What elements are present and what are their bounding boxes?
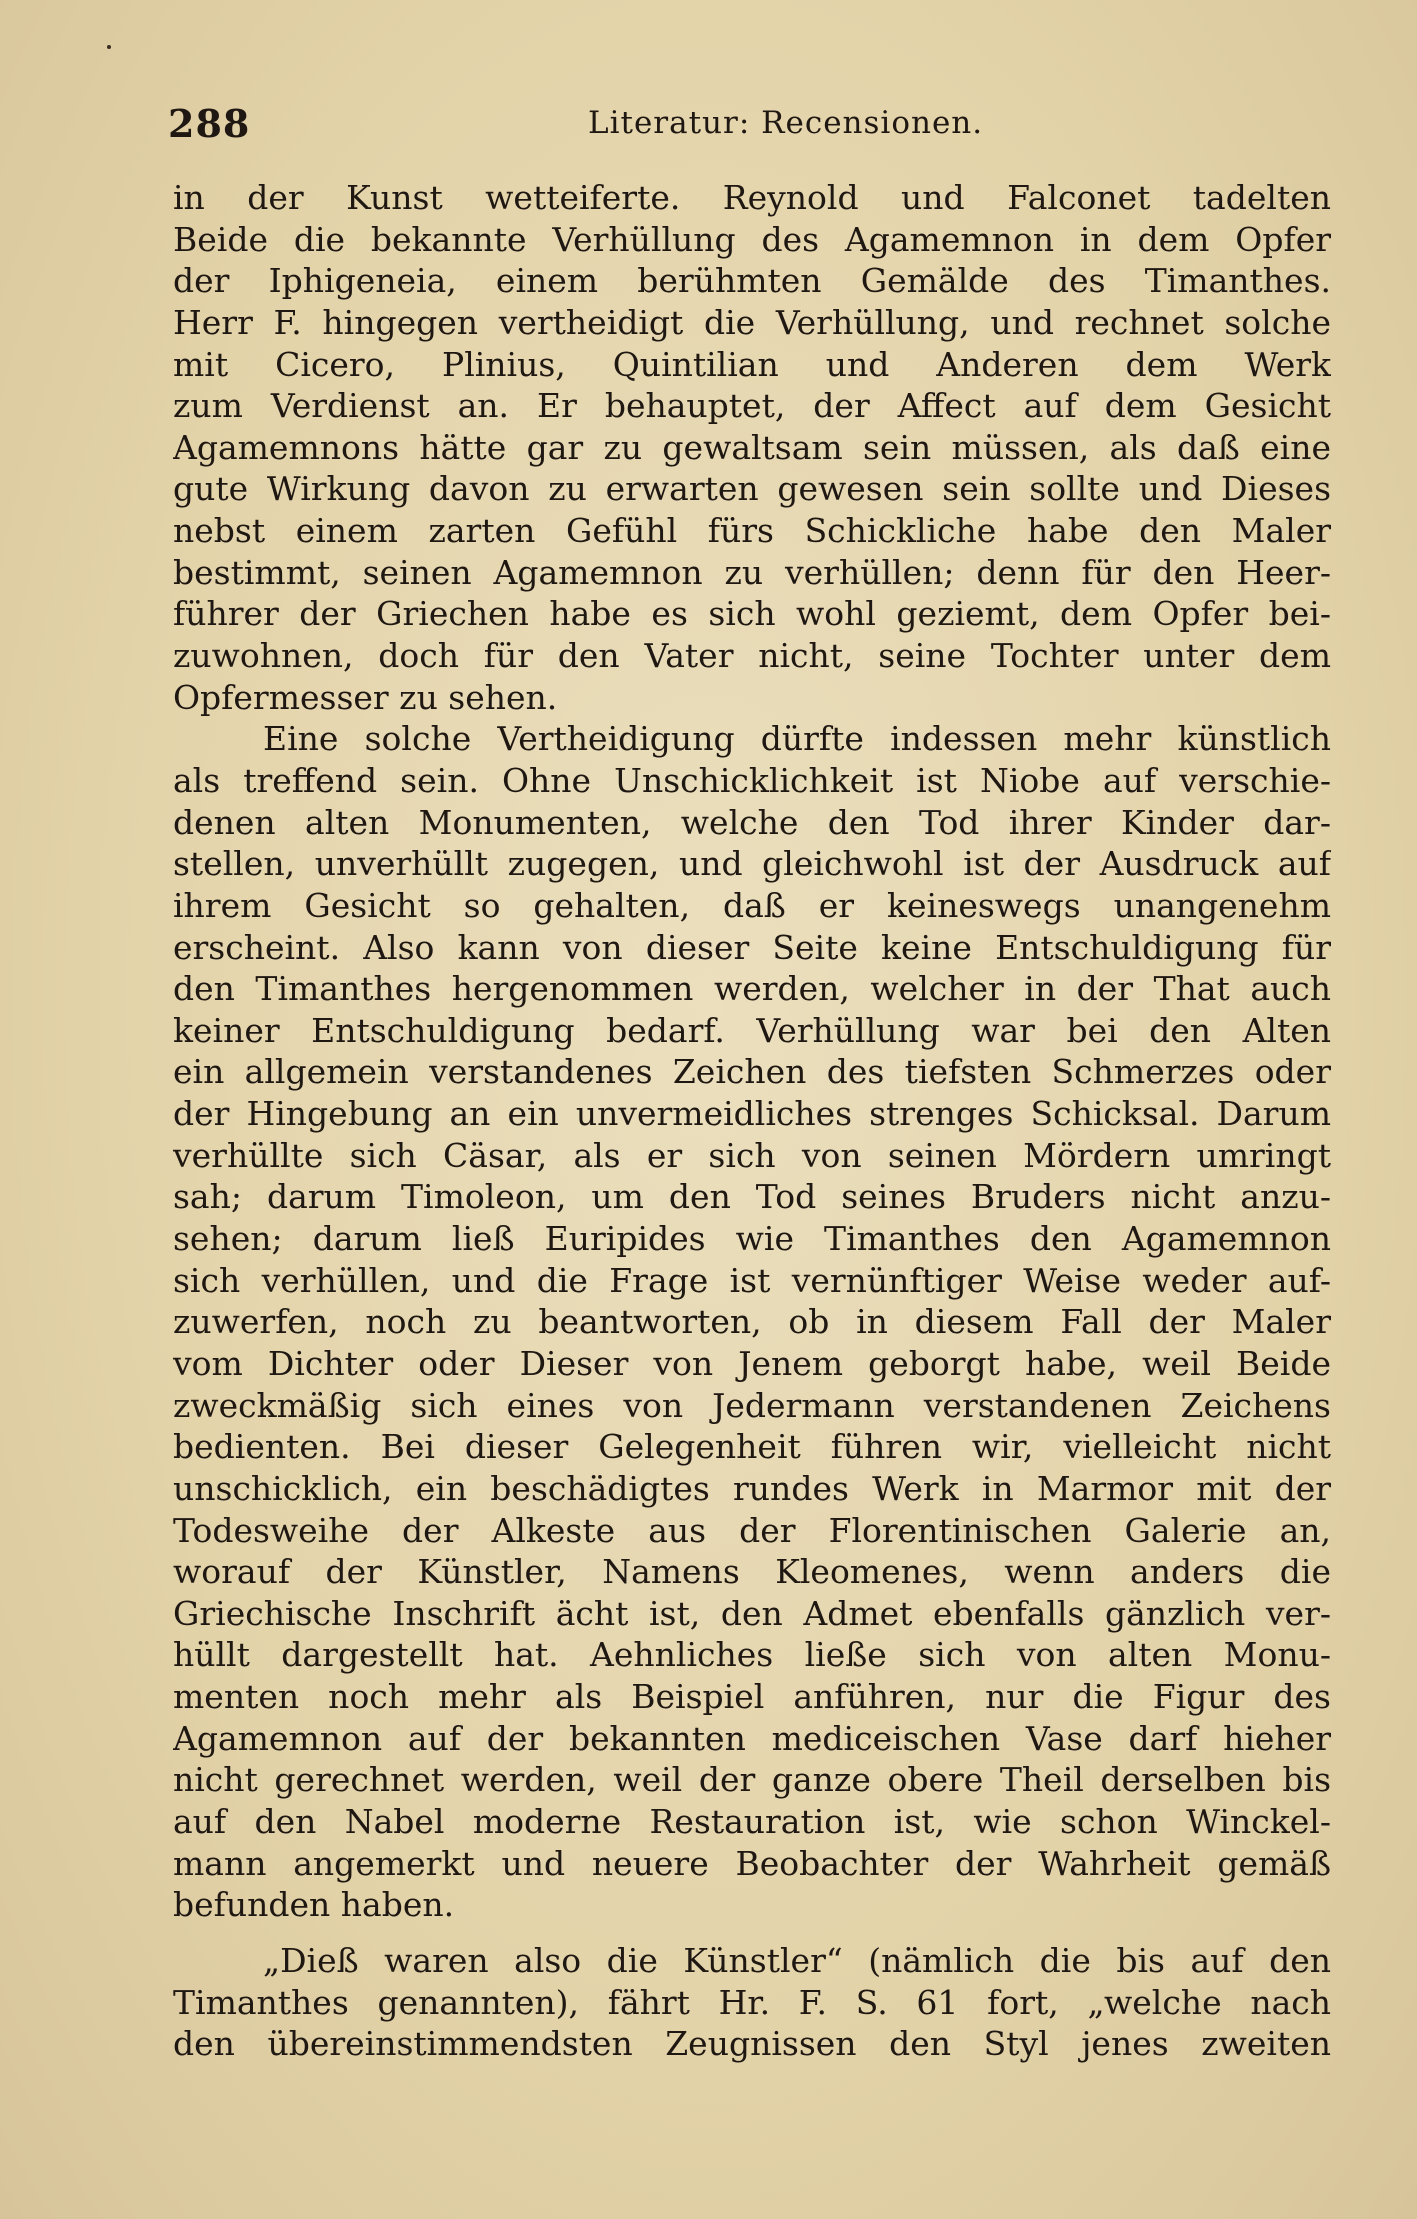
text-line: gute Wirkung davon zu erwarten gewesen sein sollte und Dieses (173, 469, 1331, 509)
paragraph (173, 1940, 1331, 2065)
text-line: befunden haben. (173, 1885, 455, 1925)
text-line: bedienten. Bei dieser Gelegenheit führen wir, vielleicht nicht (173, 1427, 1331, 1467)
text-line: sah; darum Timoleon, um den Tod seines Bruders nicht anzu- (173, 1177, 1331, 1217)
text-line: sich verhüllen, und die Frage ist vernünftiger Weise weder auf- (173, 1260, 1331, 1300)
paper-speck (107, 45, 111, 49)
text-line: bestimmt, seinen Agamemnon zu verhüllen; denn für den Heer- (173, 552, 1331, 592)
running-head: Literatur: Recensionen. (588, 105, 984, 141)
text-line: auf den Nabel moderne Restauration ist, wie schon Winckel- (173, 1801, 1331, 1841)
text-line: menten noch mehr als Beispiel anführen, nur die Figur des (173, 1677, 1331, 1717)
text-line: erscheint. Also kann von dieser Seite keine Entschuldigung für (173, 927, 1331, 967)
text-line: Opfermesser zu sehen. (173, 677, 558, 717)
text-line: worauf der Künstler, Namens Kleomenes, wenn anders die (173, 1552, 1331, 1592)
text-line: nicht gerechnet werden, weil der ganze obere Theil derselben bis (173, 1760, 1331, 1800)
paragraph-gap (173, 1926, 1331, 1940)
text-line: den übereinstimmendsten Zeugnissen den Styl jenes zweiten (173, 2024, 1331, 2064)
paragraph (173, 177, 1331, 718)
text-line: zuwohnen, doch für den Vater nicht, seine Tochter unter dem (173, 636, 1331, 676)
text-line: Eine solche Vertheidigung dürfte indessen mehr künstlich (263, 719, 1331, 759)
text-line: keiner Entschuldigung bedarf. Verhüllung war bei den Alten (173, 1010, 1331, 1050)
text-line: zuwerfen, noch zu beantworten, ob in diesem Fall der Maler (173, 1302, 1331, 1342)
text-line: führer der Griechen habe es sich wohl geziemt, dem Opfer bei- (173, 594, 1331, 634)
text-line: Todesweihe der Alkeste aus der Florentinischen Galerie an, (173, 1510, 1331, 1550)
text-line: Agamemnon auf der bekannten mediceischen Vase darf hieher (173, 1718, 1331, 1758)
paragraph (173, 718, 1331, 1926)
text-line: „Dieß waren also die Künstler“ (nämlich die bis auf den (263, 1940, 1331, 1980)
text-line: Agamemnons hätte gar zu gewaltsam sein müssen, als daß eine (173, 427, 1331, 467)
text-line: hüllt dargestellt hat. Aehnliches ließe sich von alten Monu- (173, 1635, 1331, 1675)
text-line: sehen; darum ließ Euripides wie Timanthes den Agamemnon (173, 1219, 1331, 1259)
text-line: ihrem Gesicht so gehalten, daß er keineswegs unangenehm (173, 885, 1331, 925)
text-line: Herr F. hingegen vertheidigt die Verhüllung, und rechnet solche (173, 302, 1331, 342)
text-line: als treffend sein. Ohne Unschicklichkeit ist Niobe auf verschie- (173, 760, 1331, 800)
text-line: der Iphigeneia, einem berühmten Gemälde des Timanthes. (173, 261, 1331, 301)
text-line: der Hingebung an ein unvermeidliches strenges Schicksal. Darum (173, 1094, 1331, 1134)
text-line: den Timanthes hergenommen werden, welcher in der That auch (173, 969, 1331, 1009)
text-line: verhüllte sich Cäsar, als er sich von seinen Mördern umringt (173, 1135, 1331, 1175)
text-line: nebst einem zarten Gefühl fürs Schickliche habe den Maler (173, 511, 1331, 551)
text-line: mann angemerkt und neuere Beobachter der Wahrheit gemäß (173, 1843, 1331, 1883)
text-line: unschicklich, ein beschädigtes rundes Werk in Marmor mit der (173, 1468, 1331, 1508)
text-line: vom Dichter oder Dieser von Jenem geborgt habe, weil Beide (173, 1343, 1331, 1383)
text-line: in der Kunst wetteiferte. Reynold und Falconet tadelten (173, 178, 1331, 217)
body-text (173, 177, 1331, 2065)
text-line: Griechische Inschrift ächt ist, den Admet ebenfalls gänzlich ver- (173, 1593, 1331, 1633)
text-line: zum Verdienst an. Er behauptet, der Affect auf dem Gesicht (173, 386, 1331, 426)
text-line: zweckmäßig sich eines von Jedermann verstandenen Zeichens (173, 1385, 1331, 1425)
page-number: 288 (168, 101, 251, 146)
page-header (168, 95, 1333, 145)
text-line: denen alten Monumenten, welche den Tod ihrer Kinder dar- (173, 802, 1331, 842)
text-line: Beide die bekannte Verhüllung des Agamemnon in dem Opfer (173, 219, 1331, 259)
text-line: Timanthes genannten), fährt Hr. F. S. 61 fort, „welche nach (173, 1982, 1331, 2022)
text-line: ein allgemein verstandenes Zeichen des tiefsten Schmerzes oder (173, 1052, 1331, 1092)
text-line: stellen, unverhüllt zugegen, und gleichwohl ist der Ausdruck auf (173, 844, 1331, 884)
text-line: mit Cicero, Plinius, Quintilian und Anderen dem Werk (173, 344, 1331, 384)
